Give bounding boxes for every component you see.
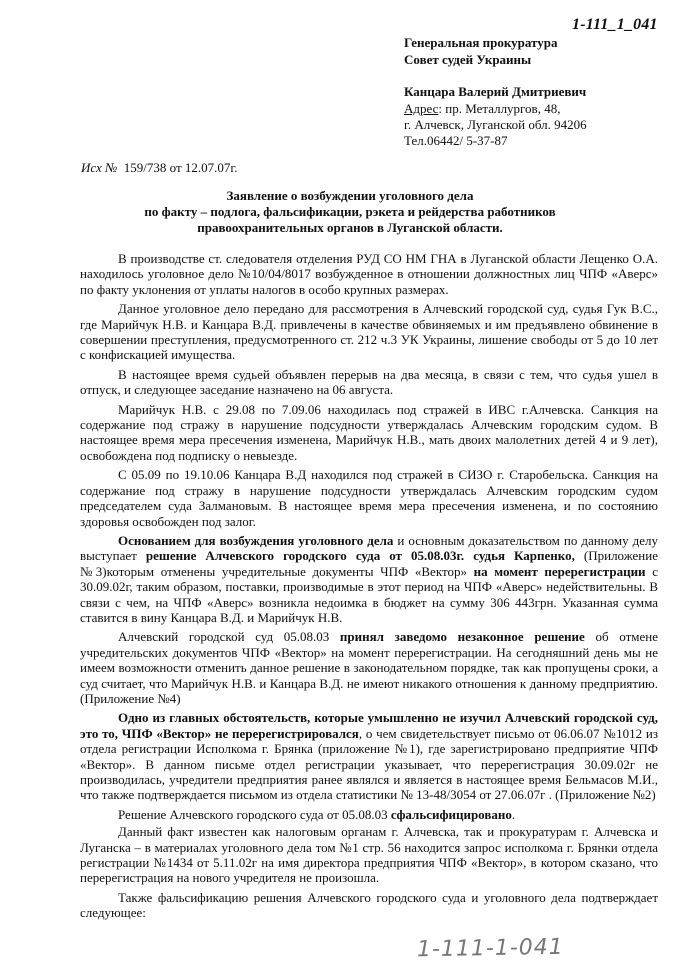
sender-address-line2: г. Алчевск, Луганской обл. 94206 <box>404 117 587 132</box>
paragraph-11: Также фальсификацию решения Алчевского городского суда и уголовного дела подтверждает следующее: <box>80 889 658 921</box>
handwritten-number: 1-111-1-041 <box>416 934 565 963</box>
recipients-block <box>404 34 557 68</box>
paragraph-1: В производстве ст. следователя отделения РУД СО НМ ГНА в Луганской области Лещенко О.А. находилось уголовное дело №10/04/8017 возбужденное в отношении должностных лиц ЧПФ «Аверс» по факту уклонения от уплаты налогов в особо крупных размерах. <box>80 251 658 297</box>
paragraph-10: Данный факт известен как налоговым органам г. Алчевска, так и прокуратурам г. Алчевска и Луганска – в материалах уголовного дела том №1 стр. 56 находится запрос исполкома г. Брянки отдела регистрации №1434 от 5.11.02г на имя директора предприятия ЧПФ «Вектор», в котором сказано, что перерегистрация на нового учредителя не произошла. <box>80 824 658 886</box>
sender-address-line1: Адрес: пр. Металлургов, 48, <box>404 101 561 116</box>
document-id: 1-111_1_041 <box>572 16 658 33</box>
address-label: Адрес <box>404 101 439 116</box>
paragraph-5: С 05.09 по 19.10.06 Канцара В.Д находился под стражей в СИЗО г. Старобельска. Санкция на содержание под стражу в нарушение подсудности утверждалась Алчевским городским судом председателем суда Залмановым. В настоящее время мера пресечения изменена, и по состоянию здоровья освобожден под залог. <box>80 467 658 529</box>
reference-value: 159/738 от 12.07.07г. <box>117 160 238 175</box>
paragraph-4: Марийчук Н.В. с 29.08 по 7.09.06 находилась под стражей в ИВС г.Алчевска. Санкция на содержание под стражу в нарушение подсудности утверждалась Алчевским городским судом. В настоящее время мера пресечения изменена, Марийчук Н.В., мать двоих малолетних детей 4 и 9 лет), освобождена под подписку о невыезде. <box>80 401 658 463</box>
sender-name: Канцара Валерий Дмитриевич <box>404 84 587 99</box>
title-line-2: по факту – подлога, фальсификации, рэкета и рейдерства работников <box>144 204 556 219</box>
paragraph-7: Алчевский городской суд 05.08.03 принял заведомо незаконное решение об отмене учредительских документов ЧПФ «Вектор» на момент перерегистрации. На сегодняшний день мы не имеем возможности отменить данное решение в законодательном порядке, так как пропущены сроки, а суд считает, что Марийчук Н.В. и Канцара В.Д. не имеют никакого отношения к данному предприятию.(Приложение №4) <box>80 629 658 706</box>
document-body <box>80 251 658 925</box>
paragraph-2: Данное уголовное дело передано для рассмотрения в Алчевский городской суд, судья Гук В.С., где Марийчук Н.В. и Канцара В.Д. привлечены в качестве обвиняемых и им предъявлено обвинение в совершении преступления, предусмотренного ст. 212 ч.3 УК Украины, лишение свободы от 5 до 10 лет с конфискацией имущества. <box>80 301 658 363</box>
recipient-prosecutor: Генеральная прокуратура <box>404 35 558 50</box>
outgoing-reference <box>81 160 238 176</box>
document-title <box>0 188 700 236</box>
paragraph-9: Решение Алчевского городского суда от 05.08.03 сфальсифицировано. <box>118 806 516 822</box>
sender-phone: Тел.06442/ 5-37-87 <box>404 133 508 148</box>
reference-label: Исх № <box>81 160 118 175</box>
title-line-1: Заявление о возбуждении уголовного дела <box>226 188 474 203</box>
title-line-3: правоохранительных органов в Луганской области. <box>197 220 503 235</box>
paragraph-3: В настоящее время судьей объявлен перерыв на два месяца, в связи с тем, что судья ушел в отпуск, и следующее заседание назначено на 06 августа. <box>80 366 658 398</box>
paragraph-8: Одно из главных обстоятельств, которые умышленно не изучил Алчевский городской суд, это то, ЧПФ «Вектор» не перерегистрировался, о чем свидетельствует письмо от 06.06.07 №1012 из отдела регистрации Исполкома г. Брянка (приложение №1), где зарегистрировано предприятие ЧПФ «Вектор». В данном письме отдел регистрации указывает, что перерегистрация 30.09.02г не производилась, учредители предприятия ранее являлся и является в настоящее время Бельмасов М.И., что также подтверждается письмом из отдела статистики № 13-48/3054 от 27.06.07г . (Приложение №2) <box>80 710 658 803</box>
sender-block <box>404 84 587 149</box>
recipient-judges-council: Совет судей Украины <box>404 52 532 67</box>
paragraph-6: Основанием для возбуждения уголовного дела и основным доказательством по данному делу выступает решение Алчевского городского суда от 05.08.03г. судья Карпенко, (Приложение №3)которым отменены учредительные документы ЧПФ «Вектор» на момент перерегистрации с 30.09.02г, таким образом, поставки, производимые в этот период на ЧПФ «Аверс» недействительны. В связи с чем, на ЧПФ «Аверс» возникла недоимка в бюджет на сумму 306 443грн. Указанная сумма ставится в вину Канцара В.Д. и Марийчук Н.В. <box>80 532 658 625</box>
